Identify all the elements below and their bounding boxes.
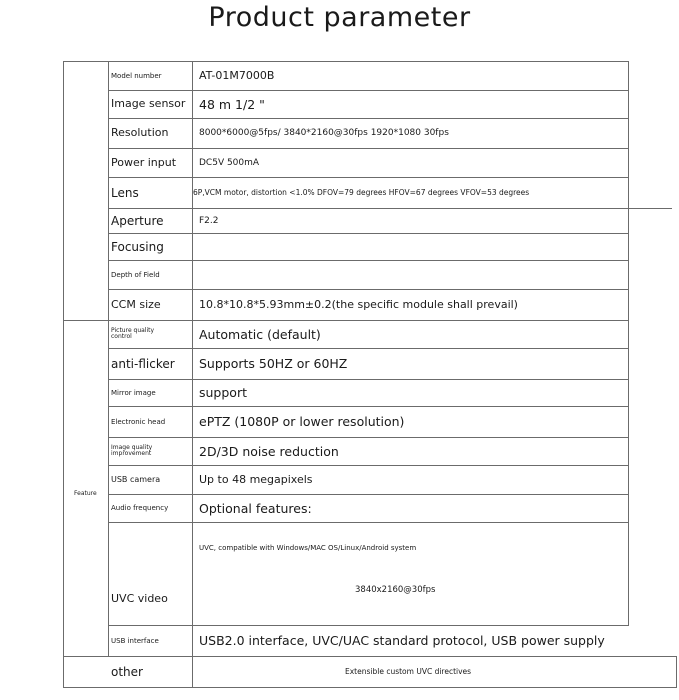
- row-divider: [108, 437, 628, 438]
- row-label: Model number: [111, 71, 162, 80]
- value-column-divider: [192, 61, 193, 687]
- row-label: Picture quality control: [111, 327, 155, 340]
- row-label: Aperture: [111, 213, 164, 228]
- row-label: Lens: [111, 185, 139, 200]
- row-label: UVC video: [111, 592, 168, 605]
- row-value: Supports 50HZ or 60HZ: [199, 356, 348, 371]
- row-value: Optional features:: [199, 500, 312, 516]
- row-value: 6P,VCM motor, distortion <1.0% DFOV=79 degrees HFOV=67 degrees VFOV=53 degrees: [193, 188, 530, 197]
- row-value-secondary: 3840x2160@30fps: [355, 585, 436, 595]
- row-label: Power input: [111, 155, 177, 169]
- row-value: F2.2: [199, 215, 219, 226]
- other-value: Extensible custom UVC directives: [345, 667, 472, 676]
- row-value: AT-01M7000B: [199, 69, 275, 82]
- page-title: Product parameter: [208, 2, 471, 33]
- row-divider: [108, 522, 628, 523]
- table-border-right: [628, 61, 629, 626]
- row-value: 8000*6000@5fps/ 3840*2160@30fps 1920*1080 30fps: [199, 128, 449, 138]
- row-label: Audio frequency: [111, 504, 169, 512]
- row-value: 48 m 1/2 ": [199, 96, 265, 112]
- row-label: Depth of Field: [111, 270, 160, 279]
- row-value: Up to 48 megapixels: [199, 473, 313, 486]
- category-label-feature: Feature: [74, 490, 97, 497]
- row-label: Image sensor: [111, 97, 186, 110]
- row-label: Resolution: [111, 126, 169, 139]
- row-label: anti-flicker: [111, 356, 175, 371]
- row-value: Automatic (default): [199, 326, 321, 342]
- row-value: support: [199, 385, 247, 400]
- row-value: ePTZ (1080P or lower resolution): [199, 414, 405, 429]
- table-border-right-bottom: [676, 656, 677, 687]
- row-label: USB interface: [111, 636, 159, 645]
- row-value: 10.8*10.8*5.93mm±0.2(the specific module shall prevail): [199, 298, 518, 311]
- row-label: Mirror image: [111, 388, 156, 397]
- table-border-left: [63, 61, 64, 687]
- row-label: CCM size: [111, 297, 161, 311]
- row-value: DC5V 500mA: [199, 157, 260, 168]
- row-label: USB camera: [111, 474, 161, 484]
- row-value: 2D/3D noise reduction: [199, 443, 339, 459]
- row-label: Focusing: [111, 239, 164, 254]
- row-value: UVC, compatible with Windows/MAC OS/Linux/Android system: [199, 544, 417, 552]
- table-border-bottom: [63, 687, 677, 688]
- row-label: Image quality improvement: [111, 444, 153, 457]
- row-divider: [108, 208, 672, 209]
- label-column-divider: [108, 61, 109, 656]
- category-label-other: other: [111, 664, 143, 679]
- row-label: Electronic head: [111, 417, 166, 426]
- row-value: USB2.0 interface, UVC/UAC standard protocol, USB power supply: [199, 633, 605, 648]
